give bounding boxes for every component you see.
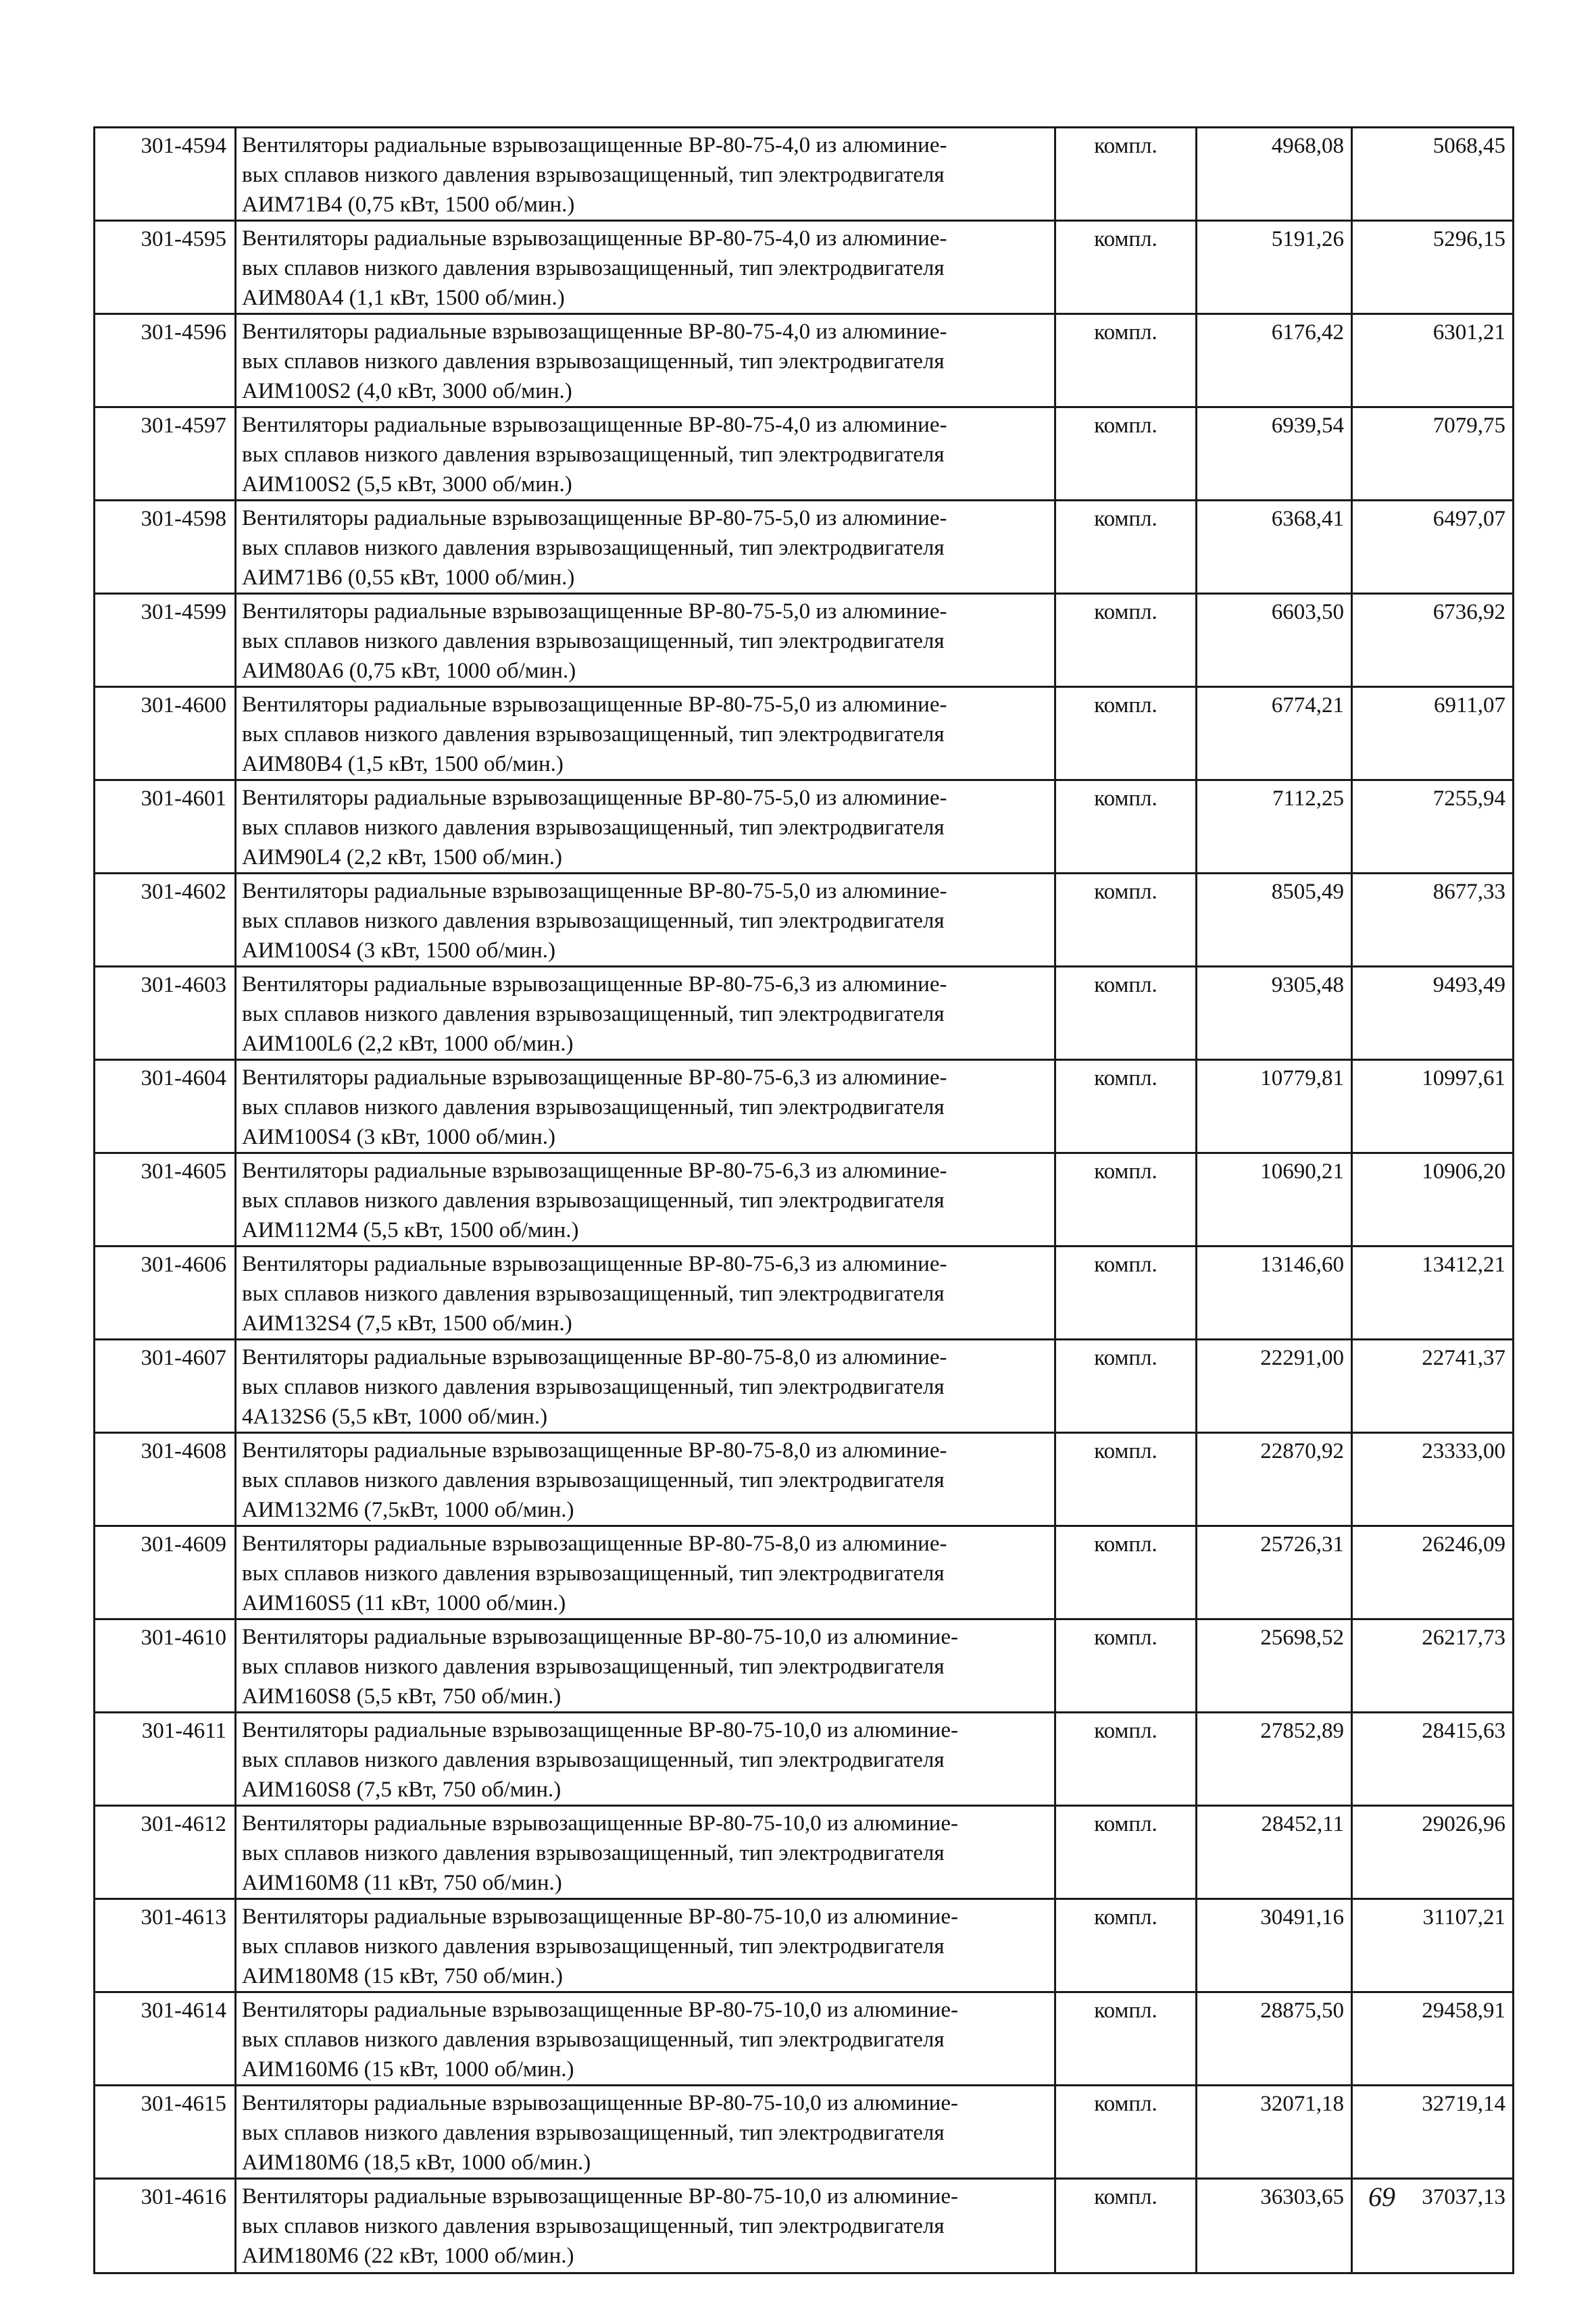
table-row [95,1992,1514,2086]
item-unit: компл. [1055,501,1197,594]
table-row [95,407,1514,501]
description-line: АИМ160М6 (15 кВт, 1000 об/мин.) [242,2057,574,2082]
item-price-1: 22870,92 [1197,1433,1352,1526]
item-price-1: 22291,00 [1197,1340,1352,1433]
item-price-1: 10690,21 [1197,1153,1352,1247]
item-unit: компл. [1055,594,1197,687]
item-description [236,1619,1055,1713]
item-price-1: 32071,18 [1197,2086,1352,2179]
description-line: вых сплавов низкого давления взрывозащищенный, тип электродвигателя [242,1841,945,1865]
item-code: 301-4604 [95,1060,236,1153]
description-line: Вентиляторы радиальные взрывозащищенные ВР-80-75-8,0 из алюминие- [242,1532,947,1556]
item-price-2: 5068,45 [1352,128,1514,221]
item-code: 301-4601 [95,780,236,874]
item-description [236,2086,1055,2179]
item-price-2: 29026,96 [1352,1806,1514,1899]
description-line: АИМ80В4 (1,5 кВт, 1500 об/мин.) [242,752,564,776]
description-line: вых сплавов низкого давления взрывозащищенный, тип электродвигателя [242,1655,945,1679]
item-code: 301-4602 [95,874,236,967]
description-line: вых сплавов низкого давления взрывозащищенный, тип электродвигателя [242,1282,945,1306]
table-row [95,594,1514,687]
description-line: АИМ100S4 (3 кВт, 1500 об/мин.) [242,938,555,963]
item-price-1: 28875,50 [1197,1992,1352,2086]
description-line: АИМ132М6 (7,5кВт, 1000 об/мин.) [242,1498,574,1522]
table-row [95,221,1514,314]
item-code: 301-4595 [95,221,236,314]
item-price-1: 10779,81 [1197,1060,1352,1153]
table-row [95,2086,1514,2179]
item-price-2: 31107,21 [1352,1899,1514,1992]
item-price-2: 13412,21 [1352,1247,1514,1340]
item-price-2: 26246,09 [1352,1526,1514,1619]
description-line: АИМ80А4 (1,1 кВт, 1500 об/мин.) [242,286,565,310]
table-row [95,1153,1514,1247]
item-description [236,780,1055,874]
description-line: Вентиляторы радиальные взрывозащищенные ВР-80-75-5,0 из алюминие- [242,506,947,530]
description-line: вых сплавов низкого давления взрывозащищенный, тип электродвигателя [242,1188,945,1213]
item-unit: компл. [1055,1153,1197,1247]
description-line: АИМ180М6 (18,5 кВт, 1000 об/мин.) [242,2150,591,2175]
item-unit: компл. [1055,1806,1197,1899]
table-row [95,967,1514,1060]
item-price-1: 6176,42 [1197,314,1352,407]
item-unit: компл. [1055,128,1197,221]
item-price-1: 27852,89 [1197,1713,1352,1806]
item-unit: компл. [1055,2086,1197,2179]
item-description [236,221,1055,314]
item-unit: компл. [1055,1433,1197,1526]
description-line: Вентиляторы радиальные взрывозащищенные ВР-80-75-4,0 из алюминие- [242,320,947,344]
item-price-2: 37037,13 [1352,2179,1514,2273]
description-line: вых сплавов низкого давления взрывозащищенный, тип электродвигателя [242,722,945,747]
item-price-2: 10997,61 [1352,1060,1514,1153]
description-line: вых сплавов низкого давления взрывозащищенный, тип электродвигателя [242,629,945,653]
item-price-1: 5191,26 [1197,221,1352,314]
table-row [95,1526,1514,1619]
item-code: 301-4614 [95,1992,236,2086]
description-line: Вентиляторы радиальные взрывозащищенные ВР-80-75-4,0 из алюминие- [242,133,947,157]
item-price-2: 6301,21 [1352,314,1514,407]
description-line: вых сплавов низкого давления взрывозащищенный, тип электродвигателя [242,815,945,840]
table-row [95,314,1514,407]
description-line: АИМ71В4 (0,75 кВт, 1500 об/мин.) [242,193,575,217]
item-code: 301-4599 [95,594,236,687]
item-code: 301-4615 [95,2086,236,2179]
item-unit: компл. [1055,1247,1197,1340]
description-line: АИМ80А6 (0,75 кВт, 1000 об/мин.) [242,659,576,683]
description-line: Вентиляторы радиальные взрывозащищенные ВР-80-75-8,0 из алюминие- [242,1438,947,1463]
item-unit: компл. [1055,780,1197,874]
description-line: Вентиляторы радиальные взрывозащищенные ВР-80-75-6,3 из алюминие- [242,1159,947,1183]
description-line: АИМ100S2 (4,0 кВт, 3000 об/мин.) [242,379,572,403]
item-price-1: 7112,25 [1197,780,1352,874]
item-description [236,594,1055,687]
description-line: АИМ180М8 (15 кВт, 750 об/мин.) [242,1964,563,1988]
description-line: АИМ100L6 (2,2 кВт, 1000 об/мин.) [242,1032,574,1056]
item-description [236,1899,1055,1992]
item-description [236,1247,1055,1340]
table-row [95,1619,1514,1713]
description-line: АИМ100S4 (3 кВт, 1000 об/мин.) [242,1125,555,1149]
table-row [95,1340,1514,1433]
item-description [236,687,1055,780]
item-code: 301-4608 [95,1433,236,1526]
table-row [95,874,1514,967]
item-price-1: 6368,41 [1197,501,1352,594]
description-line: АИМ180М6 (22 кВт, 1000 об/мин.) [242,2244,574,2268]
description-line: Вентиляторы радиальные взрывозащищенные ВР-80-75-8,0 из алюминие- [242,1345,947,1369]
item-unit: компл. [1055,407,1197,501]
item-description [236,1526,1055,1619]
item-code: 301-4606 [95,1247,236,1340]
description-line: вых сплавов низкого давления взрывозащищенный, тип электродвигателя [242,443,945,467]
description-line: АИМ112М4 (5,5 кВт, 1500 об/мин.) [242,1218,579,1242]
item-description [236,407,1055,501]
description-line: вых сплавов низкого давления взрывозащищенный, тип электродвигателя [242,1748,945,1772]
item-price-2: 6911,07 [1352,687,1514,780]
item-description [236,1433,1055,1526]
item-description [236,1992,1055,2086]
item-unit: компл. [1055,874,1197,967]
description-line: АИМ160S5 (11 кВт, 1000 об/мин.) [242,1591,566,1615]
item-code: 301-4607 [95,1340,236,1433]
item-description [236,128,1055,221]
description-line: АИМ160S8 (5,5 кВт, 750 об/мин.) [242,1684,562,1709]
item-price-1: 6774,21 [1197,687,1352,780]
item-price-2: 9493,49 [1352,967,1514,1060]
table-row [95,1433,1514,1526]
item-code: 301-4613 [95,1899,236,1992]
page-number: 69 [1368,2182,1395,2212]
description-line: АИМ160М8 (11 кВт, 750 об/мин.) [242,1871,562,1895]
item-price-2: 10906,20 [1352,1153,1514,1247]
description-line: 4А132S6 (5,5 кВт, 1000 об/мин.) [242,1405,548,1429]
item-code: 301-4596 [95,314,236,407]
item-code: 301-4610 [95,1619,236,1713]
item-code: 301-4609 [95,1526,236,1619]
item-price-2: 5296,15 [1352,221,1514,314]
description-line: Вентиляторы радиальные взрывозащищенные ВР-80-75-10,0 из алюминие- [242,2184,958,2209]
item-price-1: 9305,48 [1197,967,1352,1060]
description-line: вых сплавов низкого давления взрывозащищенный, тип электродвигателя [242,536,945,560]
description-line: АИМ132S4 (7,5 кВт, 1500 об/мин.) [242,1311,572,1336]
description-line: Вентиляторы радиальные взрывозащищенные ВР-80-75-10,0 из алюминие- [242,1998,958,2022]
item-unit: компл. [1055,1992,1197,2086]
item-description [236,874,1055,967]
item-price-1: 13146,60 [1197,1247,1352,1340]
item-price-2: 22741,37 [1352,1340,1514,1433]
item-unit: компл. [1055,1619,1197,1713]
item-price-2: 6736,92 [1352,594,1514,687]
item-price-2: 26217,73 [1352,1619,1514,1713]
item-unit: компл. [1055,1899,1197,1992]
item-price-1: 36303,65 [1197,2179,1352,2273]
item-price-1: 30491,16 [1197,1899,1352,1992]
description-line: Вентиляторы радиальные взрывозащищенные ВР-80-75-6,3 из алюминие- [242,1252,947,1276]
description-line: вых сплавов низкого давления взрывозащищенный, тип электродвигателя [242,2214,945,2238]
description-line: Вентиляторы радиальные взрывозащищенные ВР-80-75-5,0 из алюминие- [242,599,947,624]
description-line: Вентиляторы радиальные взрывозащищенные ВР-80-75-4,0 из алюминие- [242,226,947,251]
item-price-1: 6939,54 [1197,407,1352,501]
item-unit: компл. [1055,1526,1197,1619]
table-row [95,501,1514,594]
item-unit: компл. [1055,1340,1197,1433]
price-table-body [95,128,1514,2273]
item-code: 301-4611 [95,1713,236,1806]
item-price-1: 25726,31 [1197,1526,1352,1619]
item-price-1: 28452,11 [1197,1806,1352,1899]
description-line: вых сплавов низкого давления взрывозащищенный, тип электродвигателя [242,1375,945,1399]
item-price-2: 32719,14 [1352,2086,1514,2179]
item-price-2: 6497,07 [1352,501,1514,594]
item-price-1: 25698,52 [1197,1619,1352,1713]
description-line: вых сплавов низкого давления взрывозащищенный, тип электродвигателя [242,256,945,280]
description-line: вых сплавов низкого давления взрывозащищенный, тип электродвигателя [242,349,945,374]
table-row [95,1806,1514,1899]
item-price-2: 7079,75 [1352,407,1514,501]
description-line: АИМ160S8 (7,5 кВт, 750 об/мин.) [242,1778,562,1802]
item-code: 301-4598 [95,501,236,594]
description-line: Вентиляторы радиальные взрывозащищенные ВР-80-75-5,0 из алюминие- [242,879,947,903]
item-price-2: 8677,33 [1352,874,1514,967]
item-price-2: 29458,91 [1352,1992,1514,2086]
table-row [95,128,1514,221]
table-row [95,1899,1514,1992]
item-unit: компл. [1055,687,1197,780]
item-price-2: 7255,94 [1352,780,1514,874]
table-row [95,1713,1514,1806]
description-line: Вентиляторы радиальные взрывозащищенные ВР-80-75-6,3 из алюминие- [242,1065,947,1090]
description-line: вых сплавов низкого давления взрывозащищенный, тип электродвигателя [242,1934,945,1959]
item-unit: компл. [1055,1713,1197,1806]
description-line: вых сплавов низкого давления взрывозащищенный, тип электродвигателя [242,163,945,187]
item-unit: компл. [1055,967,1197,1060]
description-line: АИМ100S2 (5,5 кВт, 3000 об/мин.) [242,472,572,497]
description-line: Вентиляторы радиальные взрывозащищенные ВР-80-75-5,0 из алюминие- [242,786,947,810]
item-price-1: 6603,50 [1197,594,1352,687]
item-price-1: 8505,49 [1197,874,1352,967]
description-line: вых сплавов низкого давления взрывозащищенный, тип электродвигателя [242,2121,945,2145]
table-row [95,1247,1514,1340]
item-price-2: 28415,63 [1352,1713,1514,1806]
item-code: 301-4605 [95,1153,236,1247]
description-line: АИМ90L4 (2,2 кВт, 1500 об/мин.) [242,845,563,870]
item-description [236,1713,1055,1806]
description-line: вых сплавов низкого давления взрывозащищенный, тип электродвигателя [242,909,945,933]
description-line: вых сплавов низкого давления взрывозащищенный, тип электродвигателя [242,1468,945,1492]
item-description [236,314,1055,407]
item-description [236,1060,1055,1153]
item-description [236,501,1055,594]
item-code: 301-4616 [95,2179,236,2273]
table-row [95,2179,1514,2273]
item-unit: компл. [1055,314,1197,407]
item-code: 301-4597 [95,407,236,501]
item-description [236,1340,1055,1433]
item-description [236,967,1055,1060]
description-line: АИМ71В6 (0,55 кВт, 1000 об/мин.) [242,565,575,590]
price-table [93,126,1514,2274]
item-unit: компл. [1055,2179,1197,2273]
item-price-2: 23333,00 [1352,1433,1514,1526]
description-line: Вентиляторы радиальные взрывозащищенные ВР-80-75-10,0 из алюминие- [242,1905,958,1929]
item-unit: компл. [1055,221,1197,314]
description-line: вых сплавов низкого давления взрывозащищенный, тип электродвигателя [242,1002,945,1026]
description-line: Вентиляторы радиальные взрывозащищенные ВР-80-75-10,0 из алюминие- [242,1718,958,1742]
table-row [95,1060,1514,1153]
description-line: Вентиляторы радиальные взрывозащищенные ВР-80-75-10,0 из алюминие- [242,1811,958,1836]
description-line: вых сплавов низкого давления взрывозащищенный, тип электродвигателя [242,1561,945,1586]
item-code: 301-4600 [95,687,236,780]
description-line: Вентиляторы радиальные взрывозащищенные ВР-80-75-6,3 из алюминие- [242,972,947,997]
description-line: Вентиляторы радиальные взрывозащищенные ВР-80-75-5,0 из алюминие- [242,693,947,717]
item-description [236,1153,1055,1247]
item-description [236,1806,1055,1899]
item-description [236,2179,1055,2273]
item-code: 301-4594 [95,128,236,221]
description-line: Вентиляторы радиальные взрывозащищенные ВР-80-75-4,0 из алюминие- [242,413,947,437]
table-row [95,687,1514,780]
item-code: 301-4603 [95,967,236,1060]
description-line: Вентиляторы радиальные взрывозащищенные ВР-80-75-10,0 из алюминие- [242,2091,958,2115]
description-line: Вентиляторы радиальные взрывозащищенные ВР-80-75-10,0 из алюминие- [242,1625,958,1649]
item-unit: компл. [1055,1060,1197,1153]
item-price-1: 4968,08 [1197,128,1352,221]
table-row [95,780,1514,874]
description-line: вых сплавов низкого давления взрывозащищенный, тип электродвигателя [242,1095,945,1120]
item-code: 301-4612 [95,1806,236,1899]
description-line: вых сплавов низкого давления взрывозащищенный, тип электродвигателя [242,2028,945,2052]
